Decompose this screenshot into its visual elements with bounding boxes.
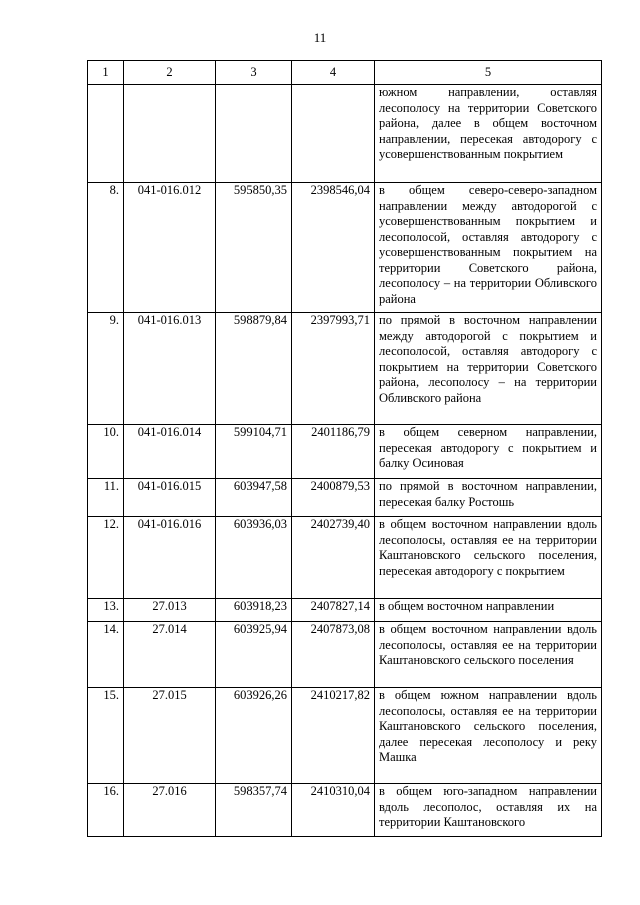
header-col-4: 4 <box>292 61 375 85</box>
table-row <box>88 313 602 425</box>
boundary-description: по прямой в восточном направлении, пересекая балку Ростошь <box>375 479 602 517</box>
point-number: 13. <box>88 599 124 622</box>
coordinate-y: 2398546,04 <box>292 183 375 313</box>
point-code: 27.015 <box>124 688 216 784</box>
table-row <box>88 784 602 837</box>
boundary-description: южном направлении, оставляя лесополосу на территории Советского района, далее в общем восточном направлении, пересекая автодорогу с усовершенствованным покрытием <box>375 85 602 183</box>
coordinate-x <box>216 85 292 183</box>
point-code: 041-016.015 <box>124 479 216 517</box>
point-number: 15. <box>88 688 124 784</box>
point-code: 041-016.016 <box>124 517 216 599</box>
point-code: 27.014 <box>124 622 216 688</box>
header-col-2: 2 <box>124 61 216 85</box>
coordinate-y: 2402739,40 <box>292 517 375 599</box>
boundary-description: в общем восточном направлении <box>375 599 602 622</box>
coordinate-x: 603918,23 <box>216 599 292 622</box>
header-col-5: 5 <box>375 61 602 85</box>
coordinate-y: 2397993,71 <box>292 313 375 425</box>
coordinate-y: 2407873,08 <box>292 622 375 688</box>
boundary-description: по прямой в восточном направлении между автодорогой с покрытием и лесополосой, оставляя автодорогу с покрытием на территории Советского района, лесополосу – на территории Обливского района <box>375 313 602 425</box>
boundary-description: в общем восточном направлении вдоль лесополосы, оставляя ее на территории Каштановского сельского поселения, пересекая автодорогу с покрытием <box>375 517 602 599</box>
table-row <box>88 425 602 479</box>
boundary-description: в общем восточном направлении вдоль лесополосы, оставляя ее на территории Каштановского сельского поселения <box>375 622 602 688</box>
table-row <box>88 85 602 183</box>
point-number: 16. <box>88 784 124 837</box>
point-code: 27.013 <box>124 599 216 622</box>
point-code <box>124 85 216 183</box>
point-number: 10. <box>88 425 124 479</box>
coordinate-y <box>292 85 375 183</box>
coordinate-y: 2400879,53 <box>292 479 375 517</box>
coordinate-x: 595850,35 <box>216 183 292 313</box>
table-row <box>88 479 602 517</box>
point-number: 14. <box>88 622 124 688</box>
boundary-description: в общем северном направлении, пересекая автодорогу с покрытием и балку Осиновая <box>375 425 602 479</box>
coordinate-y: 2410310,04 <box>292 784 375 837</box>
table-row <box>88 517 602 599</box>
point-code: 041-016.012 <box>124 183 216 313</box>
header-col-1: 1 <box>88 61 124 85</box>
coordinate-x: 603947,58 <box>216 479 292 517</box>
boundary-description: в общем юго-западном направлении вдоль лесополос, оставляя их на территории Каштановского <box>375 784 602 837</box>
coordinate-x: 603926,26 <box>216 688 292 784</box>
coordinate-x: 598879,84 <box>216 313 292 425</box>
boundary-description: в общем южном направлении вдоль лесополосы, оставляя ее на территории Каштановского сельского поселения, далее пересекая лесополосу и реку Машка <box>375 688 602 784</box>
coordinate-y: 2401186,79 <box>292 425 375 479</box>
boundary-description: в общем северо-северо-западном направлении между автодорогой с усовершенствованным покрытием и лесополосой, оставляя автодорогу с усовершенствованным покрытием на территории Советского района, лесополосу – на территории Обливского района <box>375 183 602 313</box>
point-number <box>88 85 124 183</box>
boundary-table <box>87 60 602 837</box>
point-code: 041-016.014 <box>124 425 216 479</box>
coordinate-x: 599104,71 <box>216 425 292 479</box>
coordinate-y: 2407827,14 <box>292 599 375 622</box>
coordinate-y: 2410217,82 <box>292 688 375 784</box>
table-row <box>88 622 602 688</box>
point-code: 27.016 <box>124 784 216 837</box>
header-col-3: 3 <box>216 61 292 85</box>
table-row <box>88 183 602 313</box>
page-number: 11 <box>313 30 327 45</box>
point-number: 12. <box>88 517 124 599</box>
point-code: 041-016.013 <box>124 313 216 425</box>
coordinate-x: 603936,03 <box>216 517 292 599</box>
table-row <box>88 688 602 784</box>
table-header-row <box>88 61 602 85</box>
table-row <box>88 599 602 622</box>
point-number: 8. <box>88 183 124 313</box>
coordinate-x: 598357,74 <box>216 784 292 837</box>
coordinate-x: 603925,94 <box>216 622 292 688</box>
point-number: 11. <box>88 479 124 517</box>
point-number: 9. <box>88 313 124 425</box>
